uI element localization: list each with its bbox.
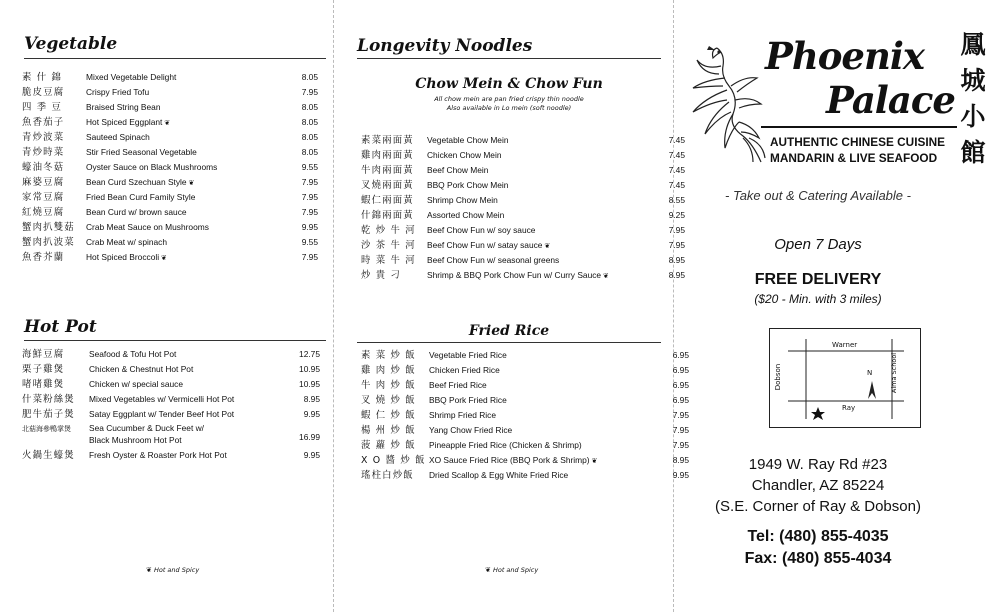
menu-item-chinese: 牛肉兩面黃 — [361, 165, 414, 176]
menu-item-price: 8.95 — [672, 455, 689, 465]
menu-item — [22, 70, 322, 85]
menu-item-name: Sea Cucumber & Duck Feet w/ — [89, 423, 204, 433]
menu-item-name: Oyster Sauce on Black Mushrooms — [86, 162, 218, 172]
menu-item-chinese: 四 季 豆 — [22, 102, 63, 113]
vegetable-title: Vegetable — [24, 34, 118, 54]
menu-item-name-wrap — [89, 448, 227, 463]
menu-item-price: 9.95 — [301, 222, 318, 232]
longevity-title: Longevity Noodles — [357, 36, 533, 56]
phoenix-illustration — [687, 42, 767, 167]
menu-item-price: 6.95 — [672, 365, 689, 375]
phone-tel[interactable]: Tel: (480) 855-4035 — [747, 528, 889, 545]
menu-item — [361, 208, 685, 223]
hot-spicy-legend: ❦ Hot and Spicy — [146, 566, 200, 574]
menu-item-name: Stir Fried Seasonal Vegetable — [86, 147, 197, 157]
menu-item-price: 16.99 — [299, 432, 320, 442]
menu-item-chinese: 蝦 仁 炒 飯 — [361, 410, 416, 421]
menu-item-name: Fresh Oyster & Roaster Pork Hot Pot — [89, 450, 227, 460]
phone-fax: Fax: (480) 855-4034 — [744, 550, 892, 567]
menu-item-price: 7.95 — [301, 177, 318, 187]
menu-item-chinese: 肥牛茄子煲 — [22, 409, 75, 420]
menu-item-chinese: 魚香茄子 — [22, 117, 65, 128]
menu-item-name-wrap — [429, 393, 507, 408]
menu-item-name: Crispy Fried Tofu — [86, 87, 150, 97]
chowmein-note-1: All chow mein are pan fried crispy thin noodle — [434, 95, 584, 103]
map-road-north: Warner — [832, 341, 858, 349]
menu-item-name: Shrimp Chow Mein — [427, 195, 498, 205]
menu-item-chinese: 海鮮豆腐 — [22, 349, 65, 360]
menu-item — [22, 448, 322, 463]
tagline-seafood: MANDARIN & LIVE SEAFOOD — [770, 151, 938, 165]
menu-item — [361, 363, 689, 378]
menu-item-name: Dried Scallop & Egg White Fried Rice — [429, 470, 569, 480]
menu-item-price: 8.05 — [301, 102, 318, 112]
menu-item-name-wrap — [89, 392, 234, 407]
menu-item-name: Beef Chow Fun w/ seasonal greens — [427, 255, 560, 265]
menu-item — [361, 348, 689, 363]
menu-item-price: 7.95 — [301, 252, 318, 262]
menu-item-name: Chicken & Chestnut Hot Pot — [89, 364, 194, 374]
friedrice-rule — [357, 342, 661, 343]
menu-item — [361, 268, 685, 283]
menu-item-name: Beef Chow Fun w/ satay sauce — [427, 240, 543, 250]
menu-item — [361, 238, 685, 253]
menu-item-name-wrap — [89, 347, 176, 362]
menu-item — [361, 193, 685, 208]
menu-item-name-wrap — [427, 163, 488, 178]
menu-item-name: Chicken Fried Rice — [429, 365, 500, 375]
menu-item-chinese: 菠 蘿 炒 飯 — [361, 440, 416, 451]
menu-item-name-wrap — [427, 208, 504, 223]
menu-item-name: Crab Meat w/ spinach — [86, 237, 167, 247]
menu-item-name: Yang Chow Fried Rice — [429, 425, 513, 435]
menu-item-chinese: 瑤柱白炒飯 — [361, 470, 414, 481]
menu-item-name-wrap — [429, 453, 597, 469]
menu-item-price: 6.95 — [672, 350, 689, 360]
menu-item-price: 12.75 — [299, 349, 320, 359]
menu-item-price: 9.95 — [303, 409, 320, 419]
menu-item-chinese: 魚香芥蘭 — [22, 252, 65, 263]
menu-item-chinese: 脆皮豆腐 — [22, 87, 65, 98]
menu-item-price: 7.95 — [668, 225, 685, 235]
menu-item-price: 7.45 — [668, 180, 685, 190]
menu-item — [361, 223, 685, 238]
menu-item — [22, 377, 322, 392]
tagline-cuisine: AUTHENTIC CHINESE CUISINE — [770, 135, 946, 149]
menu-item-name: Shrimp Fried Rice — [429, 410, 497, 420]
menu-item-name-wrap — [86, 250, 167, 266]
menu-item-name-wrap — [86, 100, 161, 115]
takeout-catering: - Take out & Catering Available - — [725, 188, 911, 203]
menu-item — [22, 130, 322, 145]
menu-item-name-wrap — [89, 422, 204, 446]
menu-item-name: Seafood & Tofu Hot Pot — [89, 349, 177, 359]
chili-icon: ❦ — [159, 255, 167, 262]
menu-item-name: Bean Curd Szechuan Style — [86, 177, 187, 187]
menu-item-name: Bean Curd w/ brown sauce — [86, 207, 187, 217]
menu-item-price: 6.95 — [672, 395, 689, 405]
menu-item-name: Vegetable Chow Mein — [427, 135, 509, 145]
menu-item-chinese: 楊 州 炒 飯 — [361, 425, 416, 436]
menu-item-price: 7.95 — [672, 425, 689, 435]
menu-item-name: Sauteed Spinach — [86, 132, 150, 142]
menu-item-name: Hot Spiced Broccoli — [86, 252, 160, 262]
chili-icon: ❦ — [589, 458, 598, 465]
menu-item-price: 7.45 — [668, 150, 685, 160]
menu-item — [361, 468, 689, 483]
menu-item-chinese: 沙 茶 牛 河 — [361, 240, 416, 251]
address-corner: (S.E. Corner of Ray & Dobson) — [715, 498, 921, 515]
menu-item-name-wrap — [427, 268, 609, 284]
menu-item — [22, 250, 322, 265]
menu-item-name: Pineapple Fried Rice (Chicken & Shrimp) — [429, 440, 582, 450]
menu-item-price: 7.95 — [301, 87, 318, 97]
menu-item-price: 8.95 — [668, 270, 685, 280]
menu-item-price: 8.05 — [301, 147, 318, 157]
menu-item-price: 6.95 — [672, 380, 689, 390]
menu-item-name-line2: Black Mushroom Hot Pot — [89, 435, 182, 445]
menu-item-price: 7.95 — [672, 410, 689, 420]
menu-item-name: XO Sauce Fried Rice (BBQ Pork & Shrimp) — [429, 455, 590, 465]
menu-item-name-wrap — [427, 223, 535, 238]
menu-item-name: Assorted Chow Mein — [427, 210, 505, 220]
menu-item — [361, 378, 689, 393]
menu-item-name-wrap — [86, 85, 149, 100]
menu-item-price: 8.05 — [301, 132, 318, 142]
menu-item-name-wrap — [429, 378, 487, 393]
compass-label: N — [867, 369, 873, 377]
menu-item-name-wrap — [429, 468, 568, 483]
menu-item-name-wrap — [427, 178, 508, 193]
menu-item-name: Shrimp & BBQ Pork Chow Fun w/ Curry Sauce — [427, 270, 602, 280]
menu-item-price: 7.95 — [301, 207, 318, 217]
menu-item-name: Braised String Bean — [86, 102, 161, 112]
chili-icon: ❦ — [186, 180, 195, 187]
menu-item — [22, 235, 322, 250]
friedrice-title: Fried Rice — [468, 323, 550, 339]
free-delivery: FREE DELIVERY — [754, 271, 882, 288]
menu-item-name-wrap — [86, 70, 176, 85]
menu-item-name: Beef Chow Mein — [427, 165, 489, 175]
menu-item-name-wrap — [86, 190, 195, 205]
menu-item — [22, 347, 322, 362]
menu-item-name-wrap — [429, 438, 582, 453]
map-road-south: Ray — [842, 404, 856, 412]
menu-item — [361, 408, 689, 423]
menu-item-chinese: 蠔油冬菇 — [22, 162, 65, 173]
menu-item-price: 7.45 — [668, 165, 685, 175]
location-star-icon — [811, 407, 825, 420]
menu-item-price: 8.05 — [301, 117, 318, 127]
menu-item-chinese: X O 醬 炒 飯 — [361, 455, 426, 466]
menu-item-price: 9.95 — [303, 450, 320, 460]
menu-item-chinese: 叉 燒 炒 飯 — [361, 395, 416, 406]
menu-item — [22, 85, 322, 100]
menu-item-price: 9.25 — [668, 210, 685, 220]
menu-item-name-wrap — [429, 423, 512, 438]
menu-item-name-wrap — [429, 408, 496, 423]
menu-item-chinese: 炒 貴 刁 — [361, 270, 402, 281]
menu-item-chinese: 家常豆腐 — [22, 192, 65, 203]
menu-item-name-wrap — [427, 193, 498, 208]
menu-item — [22, 422, 322, 446]
brand-name-line1: Phoenix — [765, 34, 924, 78]
menu-item — [22, 100, 322, 115]
panel-vegetable-hotpot — [0, 0, 333, 612]
menu-item-chinese: 蟹肉扒波菜 — [22, 237, 75, 248]
menu-item-name: Fried Bean Curd Family Style — [86, 192, 196, 202]
menu-item — [361, 163, 685, 178]
menu-item-chinese: 麻婆豆腐 — [22, 177, 65, 188]
vegetable-rule — [24, 58, 326, 59]
menu-item-price: 9.95 — [672, 470, 689, 480]
hotpot-rule — [24, 340, 326, 341]
menu-item — [22, 205, 322, 220]
menu-item-name: Mixed Vegetable Delight — [86, 72, 177, 82]
menu-item-chinese: 蝦仁兩面黃 — [361, 195, 414, 206]
menu-item-chinese: 啫啫雞煲 — [22, 379, 65, 390]
menu-item-name: Chicken Chow Mein — [427, 150, 502, 160]
menu-item-price: 7.95 — [301, 192, 318, 202]
menu-item-name-wrap — [89, 362, 193, 377]
menu-item — [22, 407, 322, 422]
menu-item-chinese: 火鍋生蠔煲 — [22, 450, 75, 461]
menu-item-chinese: 蟹肉扒雙菇 — [22, 222, 75, 233]
menu-item-name: Beef Chow Fun w/ soy sauce — [427, 225, 536, 235]
chinese-logo-char: 館 — [960, 138, 986, 167]
menu-item-name-wrap — [429, 363, 500, 378]
menu-item-chinese: 雞肉兩面黃 — [361, 150, 414, 161]
menu-item-chinese: 時 菜 牛 河 — [361, 255, 416, 266]
menu-item — [361, 133, 685, 148]
chili-icon: ❦ — [162, 120, 171, 127]
chili-icon: ❦ — [601, 273, 609, 280]
menu-item-name-wrap — [86, 220, 209, 235]
panel-cover — [673, 0, 1008, 612]
menu-item-name-wrap — [86, 130, 150, 145]
chili-icon: ❦ — [146, 566, 152, 574]
menu-item — [361, 438, 689, 453]
menu-item-chinese: 素 什 錦 — [22, 72, 63, 83]
menu-item-chinese: 青炒時菜 — [22, 147, 65, 158]
menu-item-chinese: 紅燒豆腐 — [22, 207, 65, 218]
menu-item — [22, 190, 322, 205]
menu-item-name: Vegetable Fried Rice — [429, 350, 507, 360]
menu-item-name: Hot Spiced Eggplant — [86, 117, 163, 127]
location-map — [769, 328, 921, 428]
menu-item — [361, 178, 685, 193]
chowmein-note-2: Also available in Lo mein (soft noodle) — [446, 104, 572, 112]
menu-item-price: 8.95 — [668, 255, 685, 265]
menu-item-chinese: 乾 炒 牛 河 — [361, 225, 416, 236]
menu-item-name-wrap — [86, 145, 197, 160]
longevity-rule — [357, 58, 661, 59]
address-city: Chandler, AZ 85224 — [751, 477, 885, 494]
menu-item — [361, 393, 689, 408]
menu-item-chinese: 素 菜 炒 飯 — [361, 350, 416, 361]
menu-item — [361, 253, 685, 268]
brand-rule — [761, 126, 957, 128]
menu-item-name: Mixed Vegetables w/ Vermicelli Hot Pot — [89, 394, 235, 404]
map-road-west: Dobson — [774, 363, 783, 391]
chinese-logo-char: 小 — [960, 102, 986, 131]
menu-item-chinese: 北菇海參鴨掌煲 — [22, 425, 71, 433]
menu-item-name-wrap — [427, 253, 559, 268]
compass-arrow — [868, 381, 876, 399]
menu-item-chinese: 青炒波菜 — [22, 132, 65, 143]
menu-item-name-wrap — [86, 115, 170, 131]
menu-item-price: 8.55 — [668, 195, 685, 205]
menu-item-chinese: 叉燒兩面黃 — [361, 180, 414, 191]
menu-item-price: 7.45 — [668, 135, 685, 145]
menu-item-chinese: 牛 肉 炒 飯 — [361, 380, 416, 391]
map-road-east: Alma School — [890, 352, 899, 394]
menu-item-name: BBQ Pork Fried Rice — [429, 395, 507, 405]
chili-icon: ❦ — [542, 243, 551, 250]
menu-item-name-wrap — [429, 348, 507, 363]
menu-item-chinese: 雞 肉 炒 飯 — [361, 365, 416, 376]
menu-item-price: 8.05 — [301, 72, 318, 82]
menu-item-name: Satay Eggplant w/ Tender Beef Hot Pot — [89, 409, 235, 419]
menu-item — [22, 115, 322, 130]
menu-item-name-wrap — [427, 148, 501, 163]
menu-item — [22, 145, 322, 160]
menu-item-price: 9.55 — [301, 162, 318, 172]
menu-item-price: 10.95 — [299, 379, 320, 389]
panel-noodles-rice — [333, 0, 689, 612]
menu-item-name: BBQ Pork Chow Mein — [427, 180, 509, 190]
menu-item-name: Beef Fried Rice — [429, 380, 487, 390]
brand-name-line2: Palace — [826, 78, 955, 122]
menu-item — [361, 148, 685, 163]
chinese-logo-char: 鳳 — [960, 30, 986, 59]
menu-item-chinese: 素菜兩面黃 — [361, 135, 414, 146]
menu-item-price: 9.55 — [301, 237, 318, 247]
menu-item-chinese: 什菜粉絲煲 — [22, 394, 75, 405]
menu-item-name: Chicken w/ special sauce — [89, 379, 184, 389]
menu-item-chinese: 什錦兩面黃 — [361, 210, 414, 221]
menu-item-name-wrap — [86, 160, 217, 175]
hot-spicy-legend-2: ❦ Hot and Spicy — [485, 566, 539, 574]
menu-item — [22, 175, 322, 190]
menu-item-name-wrap — [427, 238, 550, 254]
menu-item-chinese: 栗子雞煲 — [22, 364, 65, 375]
menu-item-name: Crab Meat Sauce on Mushrooms — [86, 222, 209, 232]
menu-item — [22, 220, 322, 235]
menu-item-name-wrap — [86, 235, 167, 250]
menu-item — [22, 362, 322, 377]
chinese-logo-char: 城 — [960, 66, 986, 95]
menu-item — [361, 453, 689, 468]
delivery-minimum: ($20 - Min. with 3 miles) — [754, 292, 882, 306]
menu-item — [22, 160, 322, 175]
menu-item-price: 7.95 — [668, 240, 685, 250]
open-days: Open 7 Days — [774, 236, 862, 253]
chowmein-title: Chow Mein & Chow Fun — [415, 76, 603, 92]
menu-item-name-wrap — [86, 175, 194, 191]
menu-item-name-wrap — [86, 205, 187, 220]
menu-item-name-wrap — [427, 133, 508, 148]
menu-item-price: 8.95 — [303, 394, 320, 404]
chili-icon: ❦ — [485, 566, 491, 574]
menu-item-name-wrap — [89, 407, 234, 422]
hotpot-title: Hot Pot — [24, 317, 97, 337]
menu-item — [22, 392, 322, 407]
menu-item-price: 7.95 — [672, 440, 689, 450]
address-street: 1949 W. Ray Rd #23 — [748, 456, 888, 473]
menu-item — [361, 423, 689, 438]
menu-item-name-wrap — [89, 377, 183, 392]
menu-item-price: 10.95 — [299, 364, 320, 374]
